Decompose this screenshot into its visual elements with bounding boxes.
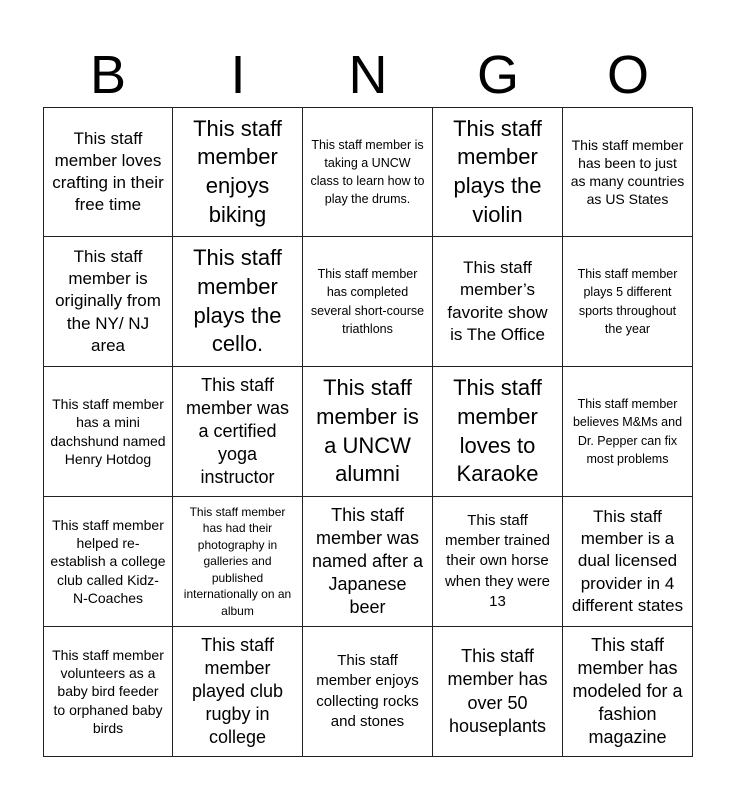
cell-text: This staff member has a mini dachshund named Henry Hotdog bbox=[50, 396, 166, 467]
bingo-cell[interactable] bbox=[43, 497, 173, 627]
cell-text: This staff member is originally from the NY/ NJ area bbox=[55, 247, 161, 355]
bingo-cell[interactable] bbox=[433, 497, 563, 627]
cell-text: This staff member has been to just as many countries as US States bbox=[570, 136, 685, 208]
bingo-title bbox=[43, 42, 693, 108]
cell-text: This staff member plays 5 different sports throughout the year bbox=[577, 267, 678, 336]
title-letter-b: B bbox=[89, 45, 127, 105]
title-letter-g: G bbox=[476, 45, 519, 105]
cell-text: This staff member is a UNCW alumni bbox=[316, 375, 419, 487]
bingo-cell[interactable] bbox=[563, 497, 693, 627]
bingo-cell[interactable] bbox=[173, 497, 303, 627]
bingo-cell[interactable] bbox=[173, 237, 303, 367]
cell-text: This staff member’s favorite show is The Office bbox=[447, 258, 548, 344]
title-letter-o: O bbox=[606, 45, 649, 105]
cell-text: This staff member has had their photography in galleries and published internationally on an album bbox=[183, 504, 292, 618]
cell-text: This staff member enjoys collecting rocks and stones bbox=[316, 652, 419, 730]
cell-text: This staff member believes M&Ms and Dr. Pepper can fix most problems bbox=[572, 397, 683, 466]
bingo-cell[interactable] bbox=[43, 367, 173, 497]
bingo-cell[interactable] bbox=[303, 237, 433, 367]
bingo-cell[interactable] bbox=[303, 497, 433, 627]
bingo-cell[interactable] bbox=[303, 627, 433, 757]
title-letter-i: I bbox=[230, 45, 246, 105]
cell-text: This staff member helped re-establish a college club called Kidz-N-Coaches bbox=[50, 517, 166, 606]
cell-text: This staff member enjoys biking bbox=[193, 115, 282, 227]
bingo-cell[interactable] bbox=[303, 107, 433, 237]
bingo-cell[interactable] bbox=[433, 627, 563, 757]
cell-text: This staff member volunteers as a baby bird feeder to orphaned baby birds bbox=[52, 647, 164, 736]
cell-text: This staff member has over 50 houseplants bbox=[447, 646, 548, 736]
cell-text: This staff member has modeled for a fashion magazine bbox=[572, 634, 683, 748]
cell-text: This staff member plays the violin bbox=[453, 115, 542, 227]
bingo-cell[interactable] bbox=[563, 107, 693, 237]
cell-text: This staff member is a dual licensed provider in 4 different states bbox=[571, 507, 684, 615]
cell-text: This staff member has completed several short-course triathlons bbox=[310, 267, 425, 336]
cell-text: This staff member plays the cello. bbox=[193, 245, 282, 357]
cell-text: This staff member loves to Karaoke bbox=[453, 375, 542, 487]
cell-text: This staff member was a certified yoga instructor bbox=[185, 374, 290, 488]
bingo-cell[interactable] bbox=[433, 367, 563, 497]
bingo-cell[interactable] bbox=[433, 107, 563, 237]
bingo-cell[interactable] bbox=[433, 237, 563, 367]
bingo-cell[interactable] bbox=[173, 627, 303, 757]
bingo-board bbox=[43, 107, 693, 757]
bingo-cell[interactable] bbox=[303, 367, 433, 497]
bingo-cell[interactable] bbox=[173, 367, 303, 497]
bingo-cell[interactable] bbox=[43, 107, 173, 237]
title-letter-n: N bbox=[348, 45, 388, 105]
bingo-cell[interactable] bbox=[43, 237, 173, 367]
bingo-cell[interactable] bbox=[563, 367, 693, 497]
cell-text: This staff member was named after a Japanese beer bbox=[311, 504, 424, 618]
bingo-cell[interactable] bbox=[173, 107, 303, 237]
cell-text: This staff member loves crafting in their free time bbox=[52, 128, 164, 215]
bingo-cell[interactable] bbox=[43, 627, 173, 757]
bingo-cell[interactable] bbox=[563, 627, 693, 757]
cell-text: This staff member trained their own horse when they were 13 bbox=[444, 511, 551, 610]
bingo-cell[interactable] bbox=[563, 237, 693, 367]
cell-text: This staff member played club rugby in college bbox=[191, 634, 284, 748]
cell-text: This staff member is taking a UNCW class to learn how to play the drums. bbox=[310, 137, 425, 207]
